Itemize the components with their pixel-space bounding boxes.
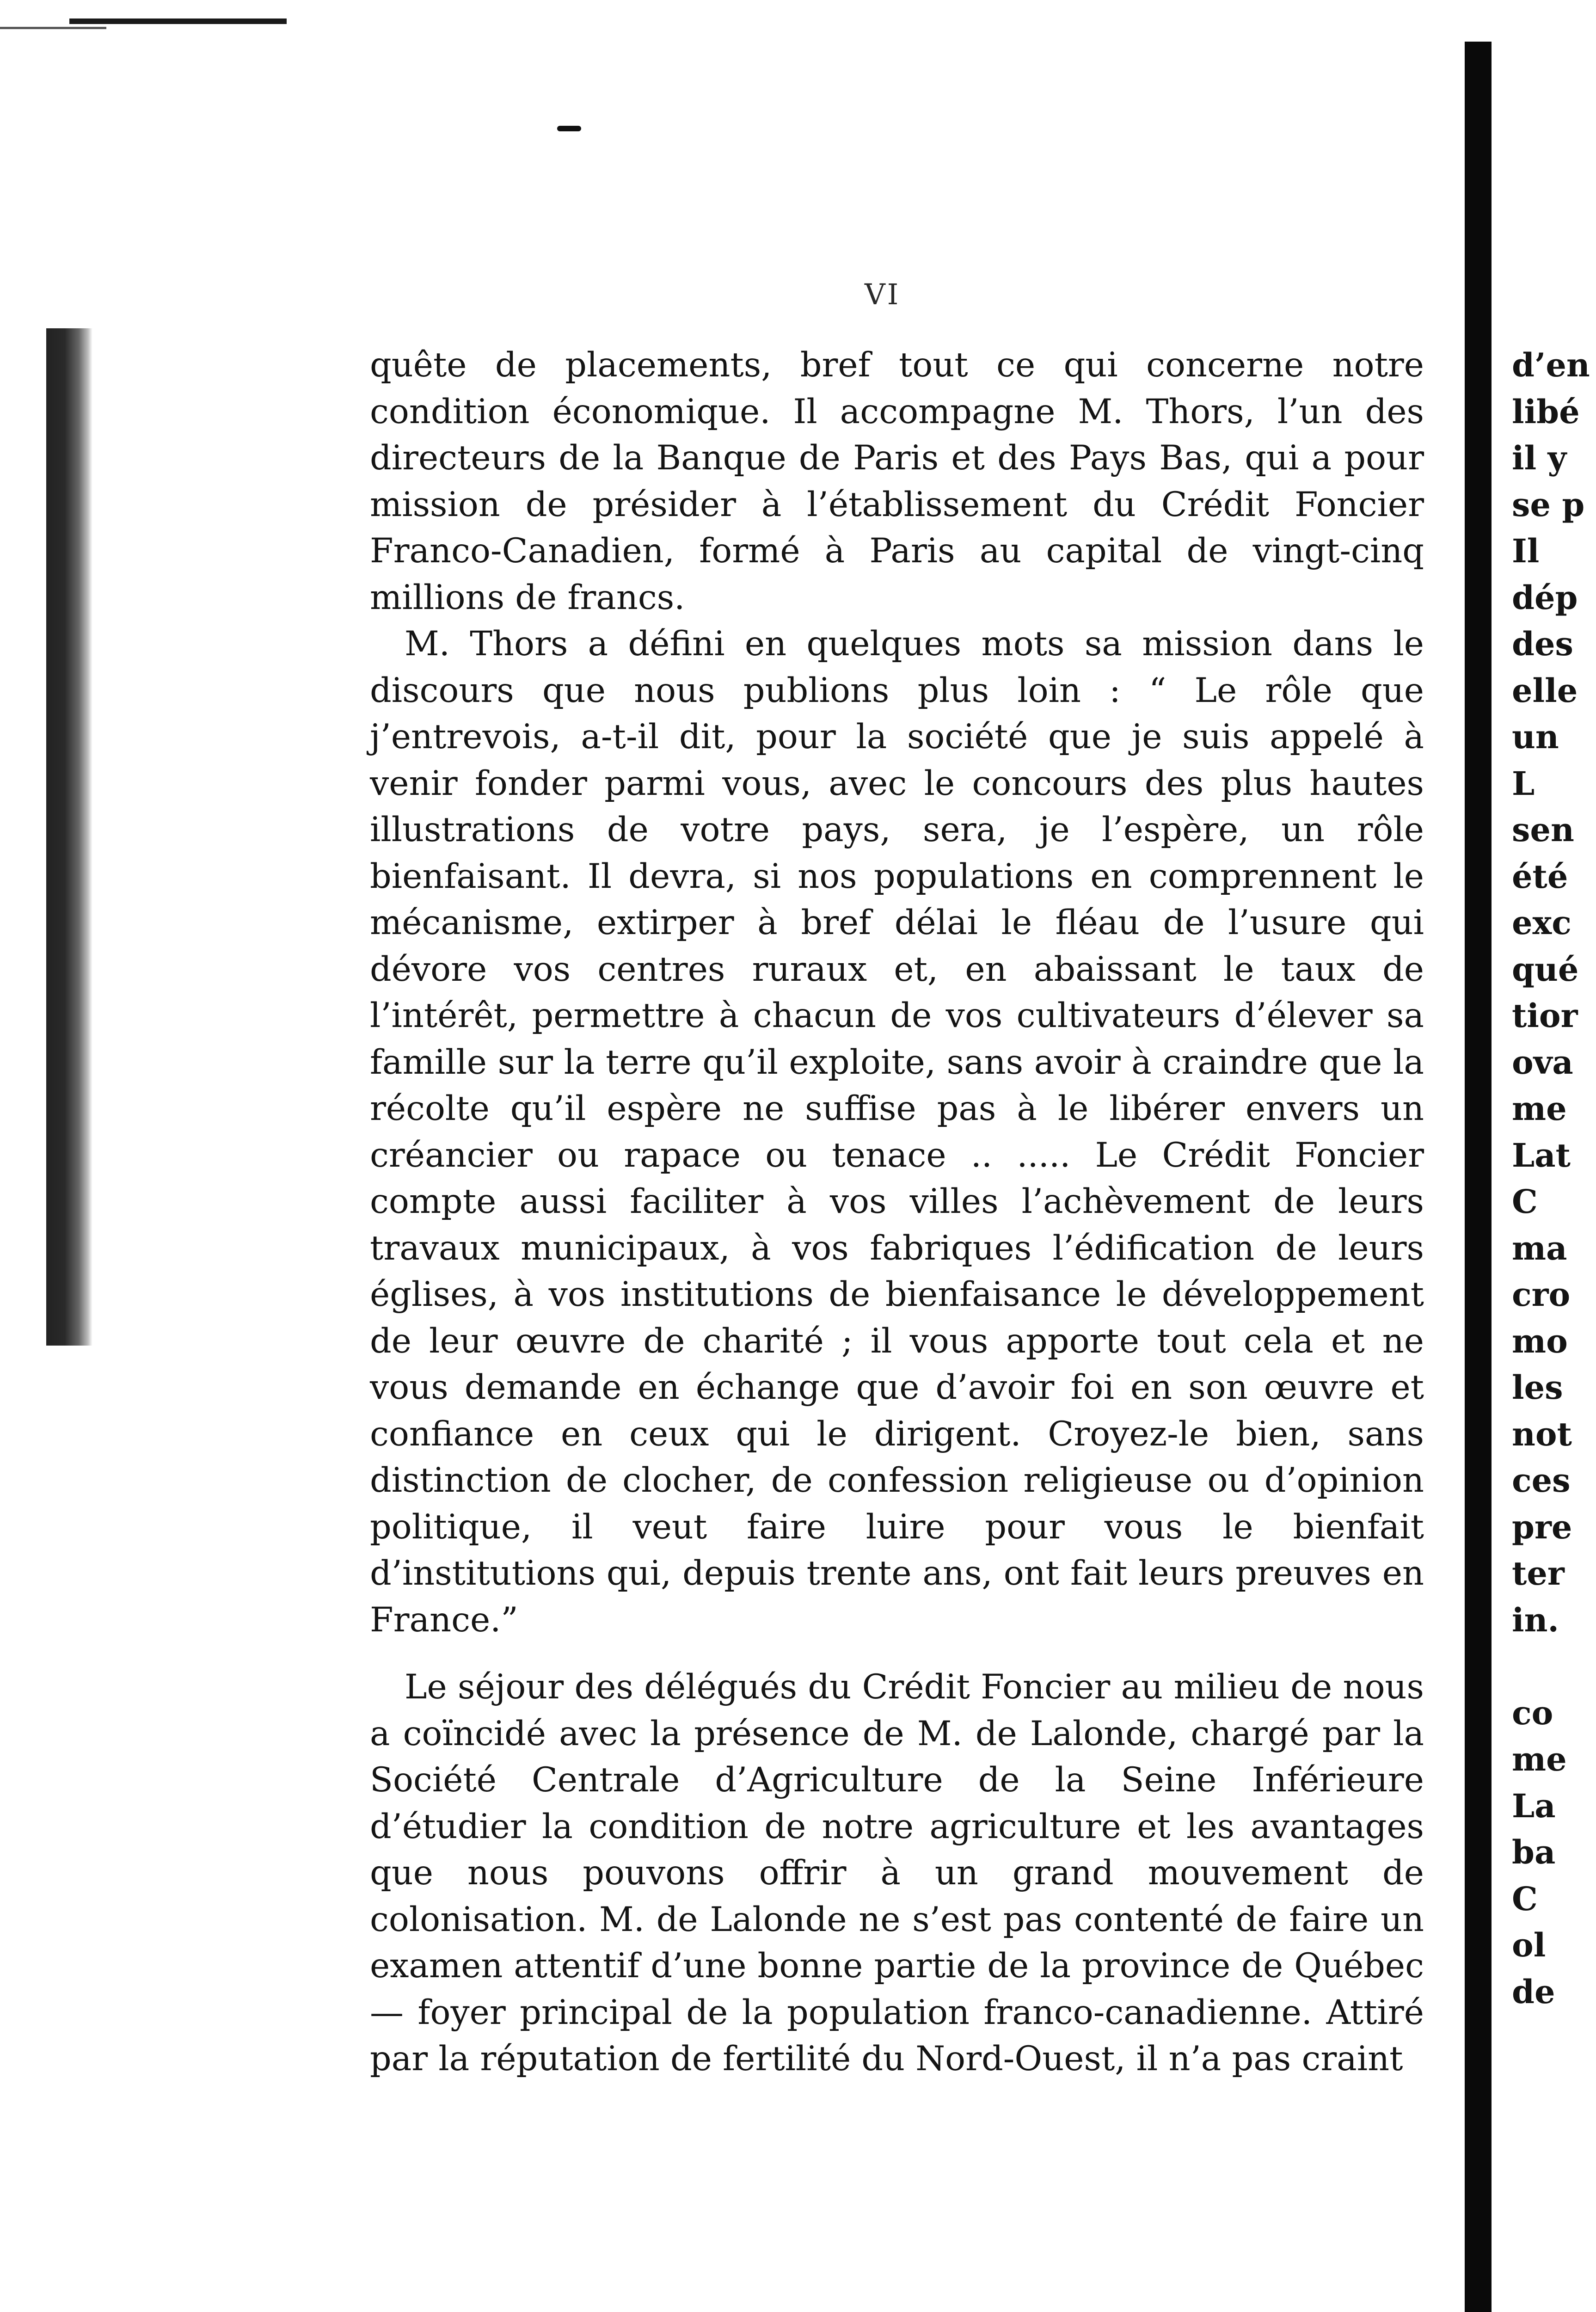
scan-artifact-rule xyxy=(69,18,287,24)
facing-page-line: sen xyxy=(1512,811,1574,849)
facing-page-line: me xyxy=(1512,1740,1567,1778)
facing-page-line: La xyxy=(1512,1786,1556,1825)
page-edge-bar xyxy=(1465,42,1492,2312)
facing-page-line xyxy=(1512,1643,1596,1690)
facing-page-line: se p xyxy=(1512,485,1585,524)
facing-page-line: des xyxy=(1512,625,1573,663)
facing-page-line: un xyxy=(1512,718,1559,756)
facing-page-line: tior xyxy=(1512,996,1578,1035)
facing-page-line: in. xyxy=(1512,1600,1559,1639)
body-text xyxy=(370,342,1424,2083)
facing-page-line: L xyxy=(1512,764,1535,803)
facing-page-line: Lat xyxy=(1512,1136,1571,1174)
paragraph: Le séjour des délégués du Crédit Foncier au milieu de nous a coïncidé avec la présence de M. de Lalonde, chargé par la Société Centrale d’Agriculture de la Seine Inférieure d’étudier la condition de notre agriculture et les avantages que nous pouvons offrir à un grand mouvement de colonisation. M. de Lalonde ne s’est pas contenté de faire un examen attentif d’une bonne partie de la province de Québec — foyer principal de la population franco-canadienne. Attiré par la réputation de fertilité du Nord-Ouest, il n’a pas craint xyxy=(370,1667,1424,2078)
facing-page-line: C xyxy=(1512,1879,1538,1918)
facing-page-line: dép xyxy=(1512,578,1578,617)
binding-shadow xyxy=(46,328,92,1346)
page-number: VI xyxy=(865,277,901,311)
facing-page-line: ba xyxy=(1512,1833,1556,1871)
facing-page-line: C xyxy=(1512,1182,1538,1221)
facing-page-line: de xyxy=(1512,1972,1555,2011)
facing-page-line: mo xyxy=(1512,1322,1568,1360)
paragraph: quête de placements, bref tout ce qui concerne notre condition économique. Il accompagne M. Thors, l’un des directeurs de la Banque de Paris et des Pays Bas, qui a pour mission de présider à l’établissement du Crédit Foncier Franco-Canadien, formé à Paris au capital de vingt-cinq millions de francs. xyxy=(370,345,1424,617)
scan-artifact-rule-secondary xyxy=(0,27,106,29)
facing-page-line: Il xyxy=(1512,532,1540,570)
facing-page-line: été xyxy=(1512,857,1568,896)
facing-page-line: exc xyxy=(1512,904,1571,942)
facing-page-line: co xyxy=(1512,1693,1553,1732)
facing-page-line: ma xyxy=(1512,1229,1567,1267)
facing-page-line: il y xyxy=(1512,439,1567,477)
paragraph: M. Thors a défini en quelques mots sa mission dans le discours que nous publions plus loin : “ Le rôle que j’entrevois, a-t-il dit, pour la société que je suis appelé à venir fonder parmi vous, avec le concours des plus hautes illustrations de votre pays, sera, je l’espère, un rôle bienfaisant. Il devra, si nos populations en comprennent le mécanisme, extirper à bref délai le fléau de l’usure qui dévore vos centres ruraux et, en abaissant le taux de l’intérêt, permettre à chacun de vos cultivateurs d’élever sa famille sur la terre qu’il exploite, sans avoir à craindre que la récolte qu’il espère ne suffise pas à le libérer envers un créancier ou rapace ou tenace .. ..... Le Crédit Foncier compte aussi faciliter à vos villes l’achèvement de leurs travaux municipaux, à vos fabriques l’édification de leurs églises, à vos institutions de bienfaisance le développement de leur œuvre de charité ; il vous apporte tout cela et ne vous demande en échange que d’avoir foi en son œuvre et confiance en ceux qui le dirigent. Croyez-le bien, sans distinction de clocher, de confession religieuse ou d’opinion politique, il veut faire luire pour vous le bienfait d’institutions qui, depuis trente ans, ont fait leurs preuves en France.” xyxy=(370,624,1424,1640)
facing-page-line: ol xyxy=(1512,1926,1546,1964)
facing-page-line: qué xyxy=(1512,950,1579,989)
facing-page-line: d’en xyxy=(1512,346,1590,384)
facing-page-line: les xyxy=(1512,1368,1563,1407)
facing-page-line: pre xyxy=(1512,1507,1572,1546)
scan-artifact-dash xyxy=(557,126,581,131)
facing-page-line: not xyxy=(1512,1414,1572,1453)
facing-page-line: elle xyxy=(1512,671,1578,710)
facing-page-text xyxy=(1512,342,1596,2015)
facing-page-line: ces xyxy=(1512,1461,1571,1500)
facing-page-line: ter xyxy=(1512,1554,1565,1593)
facing-page-line: me xyxy=(1512,1089,1567,1128)
facing-page-line: cro xyxy=(1512,1275,1571,1314)
facing-page-line: libé xyxy=(1512,392,1580,431)
facing-page-line: ova xyxy=(1512,1043,1573,1082)
